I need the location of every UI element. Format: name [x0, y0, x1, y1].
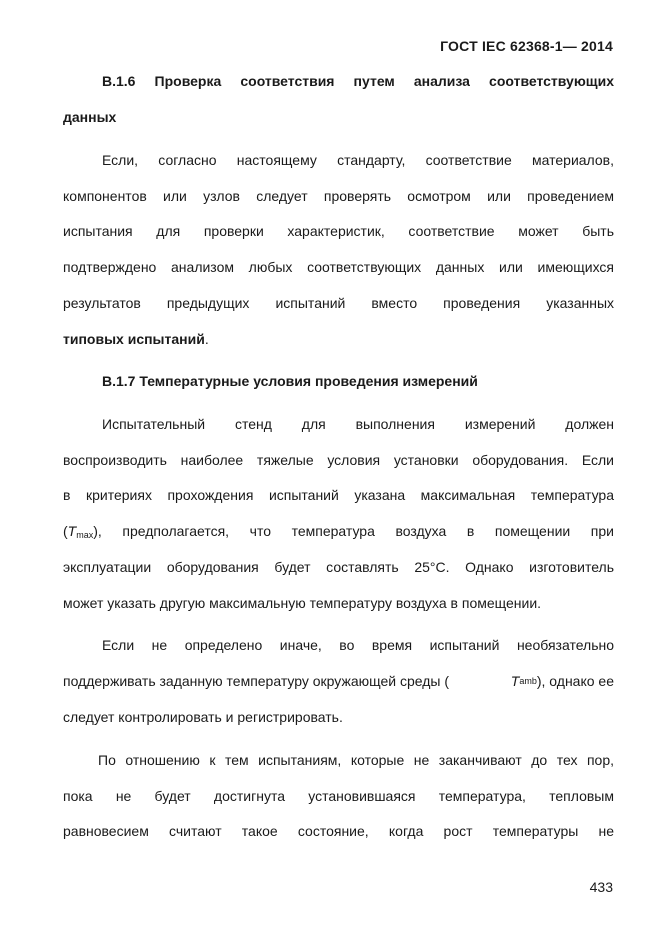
text-line — [63, 522, 614, 540]
paragraph-3-line — [63, 708, 614, 726]
paragraph-2 — [63, 415, 614, 433]
text-line: может указать другую максимальную температуру воздуха в помещении. — [63, 595, 542, 611]
paragraph-3-line — [63, 672, 614, 690]
text-line: Испытательный стенд для выполнения измерений должен — [102, 416, 614, 432]
paragraph-1-line — [63, 187, 614, 205]
text-line: Если, согласно настоящему стандарту, соответствие материалов, — [102, 152, 614, 168]
text-line: следует контролировать и регистрировать. — [63, 709, 343, 725]
text-line: равновесием считают такое состояние, когда рост температуры не — [63, 823, 614, 839]
text-line: По отношению к тем испытаниям, которые не заканчивают до тех пор, — [98, 752, 614, 768]
section-heading-b16-cont — [63, 108, 614, 126]
text-line: результатов предыдущих испытаний вместо проведения указанных — [63, 295, 614, 311]
page-number: 433 — [589, 879, 613, 895]
paragraph-4-line — [63, 787, 614, 805]
paragraph-2-line — [63, 451, 614, 469]
text-line: в критериях прохождения испытаний указана максимальная температура — [63, 487, 614, 503]
text-fragment: ), однако ее — [536, 673, 614, 689]
text-fragment — [63, 522, 93, 540]
section-heading-b16 — [63, 72, 614, 90]
subscript-amb: amb — [519, 676, 537, 686]
section-heading-b17 — [63, 372, 614, 390]
text-line: Если не определено иначе, во время испытаний необязательно — [102, 637, 614, 653]
paragraph-1-line — [63, 330, 614, 348]
text-line: эксплуатации оборудования будет составлять 25°C. Однако изготовитель — [63, 559, 614, 575]
symbol-T: T — [510, 673, 520, 689]
paragraph-4 — [63, 751, 614, 769]
subscript-max: max — [76, 530, 94, 540]
text-line: подтверждено анализом любых соответствующих данных или имеющихся — [63, 259, 614, 275]
heading-line: данных — [63, 109, 117, 125]
paragraph-1-line — [63, 222, 614, 240]
text-line: испытания для проверки характеристик, соответствие может быть — [63, 223, 614, 239]
paragraph-2-line — [63, 522, 614, 540]
heading-line: B.1.7 Температурные условия проведения измерений — [102, 373, 478, 389]
paragraph-1-line — [63, 294, 614, 312]
text-line — [63, 330, 614, 348]
paragraph-2-line — [63, 594, 614, 612]
heading-line: B.1.6 Проверка соответствия путем анализа соответствующих — [102, 73, 614, 89]
text-line: пока не будет достигнута установившаяся температура, тепловым — [63, 788, 614, 804]
text-line — [63, 672, 614, 690]
paragraph-2-line — [63, 486, 614, 504]
paragraph-1 — [63, 151, 614, 169]
text-fragment: . — [204, 331, 209, 347]
paragraph-2-line — [63, 558, 614, 576]
text-line: воспроизводить наиболее тяжелые условия установки оборудования. Если — [63, 452, 614, 468]
text-fragment: поддерживать заданную температуру окружающей среды ( — [63, 673, 450, 689]
symbol-T: T — [67, 523, 77, 539]
standard-code-header: ГОСТ IEC 62368-1— 2014 — [440, 38, 613, 54]
paragraph-4-line — [63, 822, 614, 840]
text-line: компонентов или узлов следует проверять осмотром или проведением — [63, 188, 614, 204]
paren: ( — [63, 523, 68, 539]
text-fragment: ), предполагается, что температура воздуха в помещении при — [93, 523, 614, 539]
paragraph-3 — [63, 636, 614, 654]
defined-term: типовых испытаний — [63, 331, 205, 347]
paragraph-1-line — [63, 258, 614, 276]
